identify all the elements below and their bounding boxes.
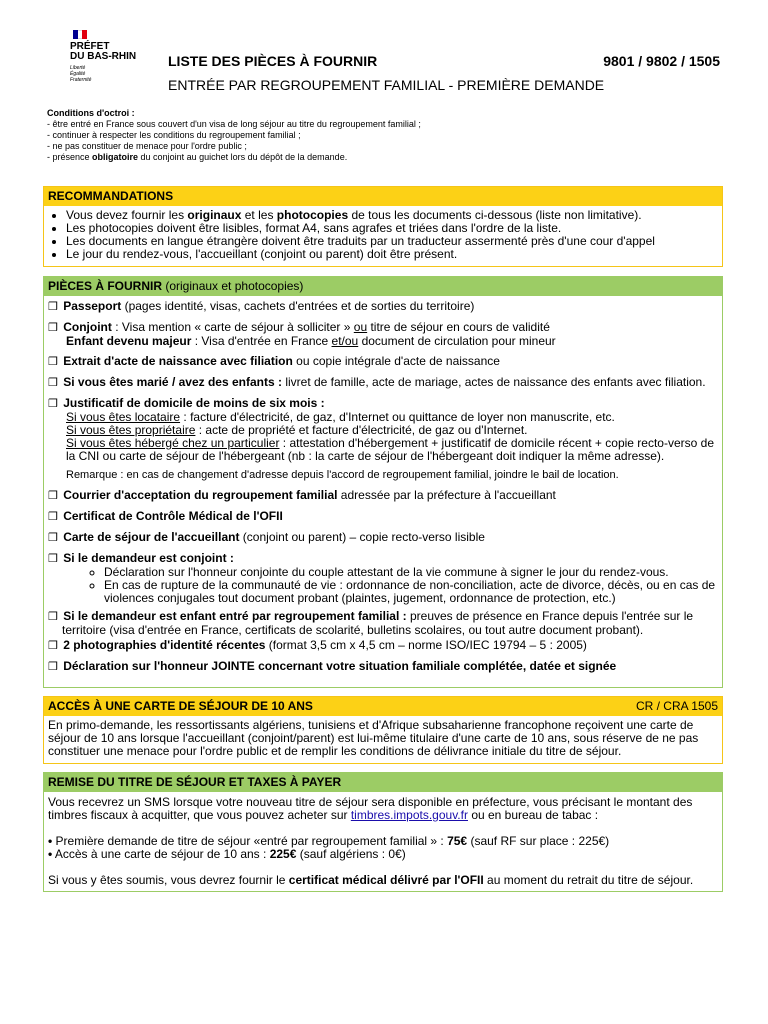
tax-line: • Accès à une carte de séjour de 10 ans : 225€ (sauf algériens : 0€) — [48, 847, 406, 861]
checkbox-icon: ❒ — [48, 640, 58, 652]
tax-line: • Première demande de titre de séjour «entré par regroupement familial » : 75€ (sauf RF sur place : 225€) — [48, 834, 610, 848]
list-item: ❒ 2 photographies d'identité récentes (format 3,5 cm x 4,5 cm – norme ISO/IEC 19794 – 5 : 2005) — [48, 638, 587, 652]
timbres-link[interactable]: timbres.impots.gouv.fr — [350, 808, 468, 822]
acces-section — [43, 696, 723, 764]
list-item: • Les documents en langue étrangère doivent être traduits par un traducteur assermenté près d'une cour d'appel — [66, 235, 718, 248]
checkbox-icon: ❒ — [48, 611, 58, 623]
list-item: • Vous devez fournir les originaux et les photocopies de tous les documents ci-dessous (liste non limitative). — [66, 209, 718, 222]
list-item: ❒ Courrier d'acceptation du regroupement familial adressée par la préfecture à l'accueillant — [48, 488, 556, 502]
condition-line: - être entré en France sous couvert d'un visa de long séjour au titre du regroupement familial ; — [47, 119, 421, 129]
list-item: ❒ Conjoint : Visa mention « carte de séjour à solliciter » ou titre de séjour en cours de validité Enfant devenu majeur : Visa d'entrée en France et/ou document de circulation pour mineur — [48, 320, 556, 348]
list-item: ❒ Si le demandeur est conjoint : ◦ Déclaration sur l'honneur conjointe du couple attestant de la vie commune à signer le jour du rendez-vous. ◦ En cas de rupture de la communauté de vie : ordonnance de non-conciliation, acte de divorce, décès, ou en cas de violences conjugales tout document probant (plaintes, jugement, ordonnance de protection, etc.) — [48, 552, 718, 605]
page-title: LISTE DES PIÈCES À FOURNIR — [168, 53, 378, 69]
checkbox-icon: ❒ — [48, 532, 58, 544]
condition-line: - ne pas constituer de menace pour l'ordre public ; — [47, 141, 247, 151]
form-code: 9801 / 9802 / 1505 — [603, 53, 720, 69]
conditions-block — [47, 108, 421, 163]
logo-name-line2: DU BAS-RHIN — [70, 51, 137, 62]
checkbox-icon: ❒ — [48, 553, 58, 565]
list-item: ❒ Justificatif de domicile de moins de six mois : Si vous êtes locataire : facture d'électricité, de gaz, d'Internet ou quittance de loyer non manuscrite, etc. Si vous êtes propriétaire : acte de propriété et facture d'électricité, de gaz ou d'Internet. Si vous êtes hébergé chez un particulier : attestation d'hébergement + justificatif de domicile récent + copie recto-verso de la CNI ou carte de séjour de l'hébergeant (nb : la carte de séjour de l'hébergeant doit indiquer la même adresse). Remarque : en cas de changement d'adresse depuis l'accord de regroupement familial, joindre le bail de location. — [48, 397, 718, 482]
checkbox-icon: ❒ — [48, 398, 58, 410]
checkbox-icon: ❒ — [48, 511, 58, 523]
sub-list-item: ◦ En cas de rupture de la communauté de vie : ordonnance de non-conciliation, acte de divorce, décès, ou en cas de violences conjugales tout document probant (plaintes, jugement, ordonnance de protection, etc.) — [104, 579, 718, 605]
remarque-note: Remarque : en cas de changement d'adresse depuis l'accord de regroupement familial, joindre le bail de location. — [66, 469, 619, 481]
list-item: • Le jour du rendez-vous, l'accueillant (conjoint ou parent) doit être présent. — [66, 248, 718, 261]
list-item: • Les photocopies doivent être lisibles, format A4, sans agrafes et triées dans l'ordre de la liste. — [66, 222, 718, 235]
list-item: ❒ Déclaration sur l'honneur JOINTE concernant votre situation familiale complétée, datée et signée — [48, 659, 617, 673]
condition-line: - continuer à respecter les conditions du regroupement familial ; — [47, 130, 301, 140]
pieces-section — [43, 276, 723, 688]
section-header: ACCÈS À UNE CARTE DE SÉJOUR DE 10 ANS CR / CRA 1505 — [44, 697, 722, 716]
section-header: RECOMMANDATIONS — [44, 187, 722, 206]
condition-line: - présence obligatoire du conjoint au guichet lors du dépôt de la demande. — [47, 152, 348, 162]
remise-ofii-text: Si vous y êtes soumis, vous devrez fournir le certificat médical délivré par l'OFII au moment du retrait du titre de séjour. — [48, 873, 694, 887]
marianne-flag-icon — [73, 30, 87, 39]
checkbox-icon: ❒ — [48, 377, 58, 389]
checkbox-icon: ❒ — [48, 356, 58, 368]
conditions-title: Conditions d'octroi : — [47, 108, 135, 118]
list-item: ❒ Carte de séjour de l'accueillant (conjoint ou parent) – copie recto-verso lisible — [48, 530, 485, 544]
checkbox-icon: ❒ — [48, 322, 58, 334]
section-header: REMISE DU TITRE DE SÉJOUR ET TAXES À PAYER — [44, 773, 722, 792]
checkbox-icon: ❒ — [48, 301, 58, 313]
remise-text: Vous recevrez un SMS lorsque votre nouveau titre de séjour sera disponible en préfecture, vous précisant le montant des timbres fiscaux à acquitter, que vous pouvez acheter sur timbres.impots.gouv.fr ou en bureau de tabac : — [48, 795, 693, 822]
list-item: ❒ Si vous êtes marié / avez des enfants : livret de famille, acte de mariage, actes de naissance des enfants avec filiation. — [48, 375, 706, 389]
prefecture-logo — [70, 30, 150, 100]
remise-section — [43, 772, 723, 892]
list-item: ❒ Certificat de Contrôle Médical de l'OFII — [48, 509, 283, 523]
logo-motto: Liberté Égalité Fraternité — [70, 65, 92, 83]
recommandations-section — [43, 186, 723, 267]
section-header: PIÈCES À FOURNIR (originaux et photocopies) — [44, 277, 722, 296]
checkbox-icon: ❒ — [48, 490, 58, 502]
page-subtitle: ENTRÉE PAR REGROUPEMENT FAMILIAL - PREMIÈRE DEMANDE — [168, 77, 605, 93]
logo-name-line1: PRÉFET — [70, 41, 110, 52]
list-item: ❒ Si le demandeur est enfant entré par regroupement familial : preuves de présence en France depuis l'entrée sur le territoire (visa d'entrée en France, certificats de scolarité, bulletins scolaires, ou tout autre document probant). — [48, 609, 694, 637]
list-item: ❒ Extrait d'acte de naissance avec filiation ou copie intégrale d'acte de naissance — [48, 354, 500, 368]
acces-text: En primo-demande, les ressortissants algériens, tunisiens et d'Afrique subsaharienne francophone reçoivent une carte de séjour de 10 ans lorsque l'accueillant (conjoint/parent) est lui-même titulaire d'une carte de 10 ans, sous réserve de ne pas constituer une menace pour l'ordre public et de remplir les conditions de délivrance initiale du titre de séjour. — [48, 718, 699, 758]
list-item: ❒ Passeport (pages identité, visas, cachets d'entrées et de sorties du territoire) — [48, 299, 475, 313]
sub-list-item: ◦ Déclaration sur l'honneur conjointe du couple attestant de la vie commune à signer le jour du rendez-vous. — [104, 566, 718, 579]
checkbox-icon: ❒ — [48, 661, 58, 673]
